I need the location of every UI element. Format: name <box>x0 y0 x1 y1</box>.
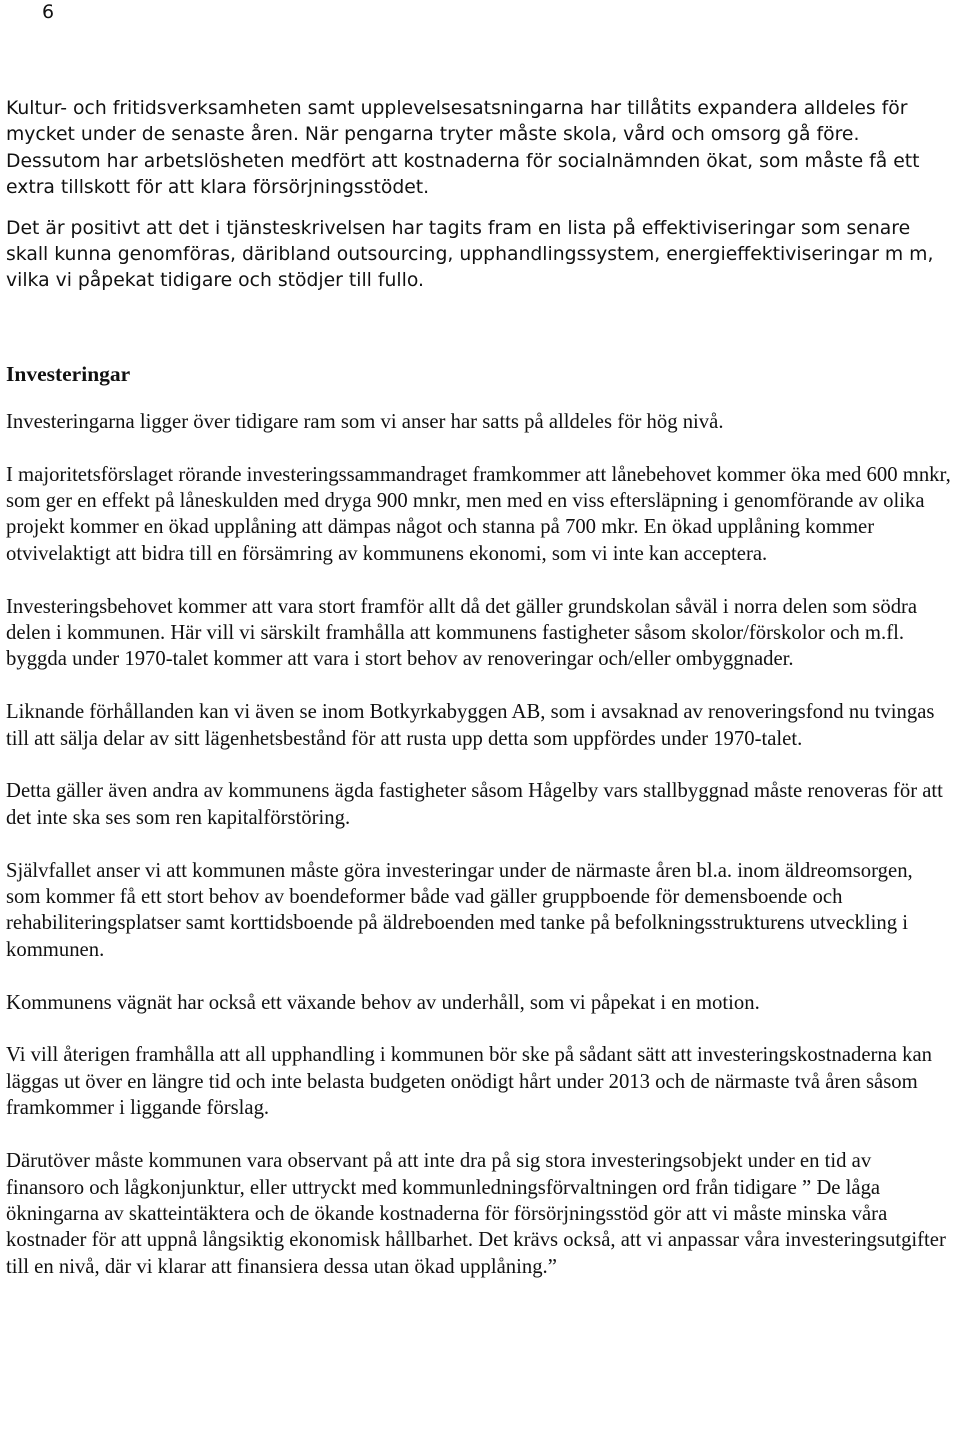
paragraph-vagnat: Kommunens vägnät har också ett växande behov av underhåll, som vi påpekat i en motion. <box>6 991 760 1014</box>
paragraph-botkyrkabyggen: Liknande förhållanden kan vi även se inom Botkyrkabyggen AB, som i avsaknad av renoveringsfond nu tvingas till att sälja delar av sitt lägenhetsbestånd för att rusta upp detta som uppfördes under 1970-talet. <box>6 701 935 750</box>
paragraph-effektiviseringar: Det är positivt att det i tjänsteskrivelsen har tagits fram en lista på effektiviseringar som senare skall kunna genomföras, däribland outsourcing, upphandlingssystem, energieffektiviseringar m m, vilka vi påpekat tidigare och stödjer till fullo. <box>6 217 934 292</box>
page-number: 6 <box>42 1 55 23</box>
paragraph-aldreomsorgen: Självfallet anser vi att kommunen måste göra investeringar under de närmaste åren bl.a. inom äldreomsorgen, som kommer få ett stort behov av boendeformer både vad gäller gruppboende för demensboende och rehabiliteringsplatser samt korttidsboende på äldreboenden med tanke på befolkningsstrukturens utveckling i kommunen. <box>6 859 913 961</box>
section-heading-investeringar: Investeringar <box>6 361 131 386</box>
paragraph-hagelby: Detta gäller även andra av kommunens ägda fastigheter såsom Hågelby vars stallbyggnad måste renoveras för att det inte ska ses som ren kapitalförstöring. <box>6 780 943 829</box>
paragraph-lanebehov: I majoritetsförslaget rörande investeringssammandraget framkommer att lånebehovet kommer öka med 600 mnkr, som ger en effekt på låneskulden med dryga 900 mnkr, men med en viss eftersläpning i genomförande av olika projekt kommer en ökad upplåning att dämpas något och stanna på 700 mkr. En ökad upplåning kommer otvivelaktigt att bidra till en försämring av kommunens ekonomi, som vi inte kan acceptera. <box>6 463 951 565</box>
document-body <box>6 96 951 1307</box>
paragraph-investeringsbehov: Investeringsbehovet kommer att vara stort framför allt då det gäller grundskolan såväl i norra delen som södra delen i kommunen. Här vill vi särskilt framhålla att kommunens fastigheter såsom skolor/förskolor och m.fl. byggda under 1970-talet kommer att vara i stort behov av renoveringar och/eller ombyggnader. <box>6 595 918 671</box>
paragraph-investeringar-ram: Investeringarna ligger över tidigare ram som vi anser har satts på alldeles för hög nivå. <box>6 410 724 433</box>
paragraph-kultur-fritid: Kultur- och fritidsverksamheten samt upplevelsesatsningarna har tillåtits expandera alldeles för mycket under de senaste åren. När pengarna tryter måste skola, vård och omsorg gå före. Dessutom har arbetslösheten medfört att kostnaderna för socialnämnden ökat, som måste få ett extra tillskott för att klara försörjningsstödet. <box>6 98 920 199</box>
paragraph-upphandling: Vi vill återigen framhålla att all upphandling i kommunen bör ske på sådant sätt att investeringskostnaderna kan läggas ut över en längre tid och inte belasta budgeten onödigt hårt under 2013 och de närmaste två åren såsom framkommer i liggande förslag. <box>6 1044 932 1120</box>
paragraph-finansoro: Därutöver måste kommunen vara observant på att inte dra på sig stora investeringsobjekt under en tid av finansoro och lågkonjunktur, eller uttryckt med kommunledningsförvaltningen ord från tidigare ” De låga ökningarna av skatteintäktera och de ökande kostnaderna för försörjningsstöd gör att vi måste minska våra kostnader för att uppnå långsiktig ekonomisk hållbarhet. Det krävs också, att vi anpassar våra investeringsutgifter till en nivå, där vi klarar att finansiera dessa utan ökad upplåning.” <box>6 1150 946 1278</box>
